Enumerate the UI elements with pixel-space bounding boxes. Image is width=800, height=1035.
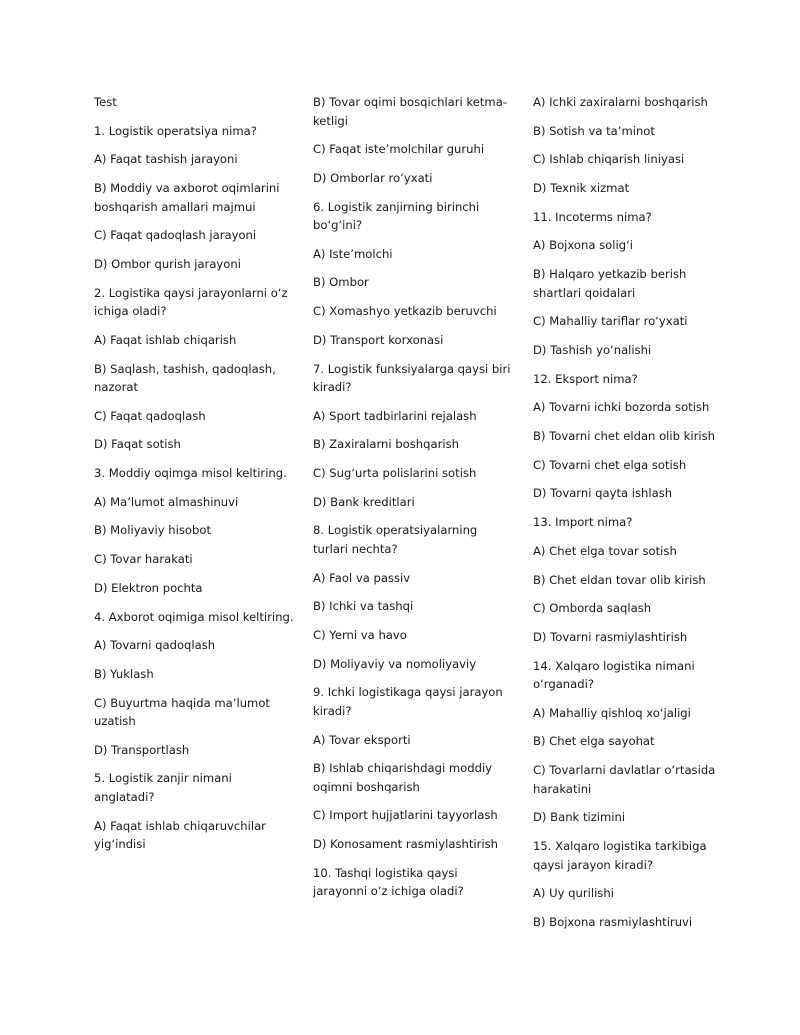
answer-option: D) Elektron pochta xyxy=(94,580,203,595)
document-title: Test xyxy=(94,95,117,109)
answer-option: A) Faqat tashish jarayoni xyxy=(94,152,238,167)
text-column-1 xyxy=(94,93,294,864)
answer-option: B) Ishlab chiqarishdagi moddiy oqimni boshqarish xyxy=(313,761,493,794)
answer-option: A) Bojxona solig‘i xyxy=(533,238,633,253)
answer-option: C) Sug‘urta polislarini sotish xyxy=(313,466,477,481)
question-text: 2. Logistika qaysi jarayonlarni o‘z ichiga oladi? xyxy=(94,285,288,319)
answer-option: D) Texnik xizmat xyxy=(533,181,630,196)
answer-option: A) Faol va passiv xyxy=(313,570,411,585)
answer-option: C) Tovarni chet elga sotish xyxy=(533,457,687,472)
answer-option: C) Buyurtma haqida ma’lumot uzatish xyxy=(94,695,270,729)
answer-option: B) Saqlash, tashish, qadoqlash, nazorat xyxy=(94,361,276,394)
question-text: 5. Logistik zanjir nimani anglatadi? xyxy=(94,771,232,804)
question-text: 7. Logistik funksiyalarga qaysi biri kiradi? xyxy=(313,361,511,394)
question-text: 9. Ichki logistikaga qaysi jarayon kiradi? xyxy=(313,685,503,718)
answer-option: A) Faqat ishlab chiqarish xyxy=(94,332,237,347)
answer-option: D) Transportlash xyxy=(94,742,190,757)
question-text: 10. Tashqi logistika qaysi jarayonni o‘z ichiga oladi? xyxy=(313,865,464,899)
question-text: 12. Eksport nima? xyxy=(533,371,638,386)
answer-option: B) Tovar oqimi bosqichlari ketma-ketligi xyxy=(313,95,508,128)
answer-option: B) Moddiy va axborot oqimlarini boshqarish amallari majmui xyxy=(94,181,280,214)
answer-option: B) Chet eldan tovar olib kirish xyxy=(533,572,706,587)
answer-option: A) Faqat ishlab chiqaruvchilar yig‘indisi xyxy=(94,818,266,852)
answer-option: D) Tashish yo‘nalishi xyxy=(533,343,652,357)
text-column-3 xyxy=(533,93,738,942)
answer-option: D) Faqat sotish xyxy=(94,437,181,452)
answer-option: C) Xomashyo yetkazib beruvchi xyxy=(313,304,497,319)
question-text: 6. Logistik zanjirning birinchi bo‘g‘ini? xyxy=(313,199,480,233)
answer-option: C) Mahalliy tariflar ro‘yxati xyxy=(533,314,688,329)
answer-option: C) Import hujjatlarini tayyorlash xyxy=(313,808,498,823)
answer-option: D) Bank kreditlari xyxy=(313,494,415,509)
answer-option: A) Tovarni qadoqlash xyxy=(94,638,216,653)
answer-option: A) Tovarni ichki bozorda sotish xyxy=(533,400,710,415)
answer-option: A) Tovar eksporti xyxy=(313,732,411,747)
question-text: 8. Logistik operatsiyalarning turlari nechta? xyxy=(313,523,478,556)
answer-option: C) Tovarlarni davlatlar o‘rtasida harakatini xyxy=(533,763,716,796)
answer-option: B) Chet elga sayohat xyxy=(533,734,655,749)
answer-option: D) Ombor qurish jarayoni xyxy=(94,256,241,271)
question-text: 13. Import nima? xyxy=(533,515,633,530)
answer-option: B) Tovarni chet eldan olib kirish xyxy=(533,429,715,444)
answer-option: B) Moliyaviy hisobot xyxy=(94,523,211,538)
answer-option: C) Faqat qadoqlash xyxy=(94,408,206,423)
answer-option: C) Yerni va havo xyxy=(313,628,407,642)
answer-option: B) Bojxona rasmiylashtiruvi xyxy=(533,914,693,929)
answer-option: D) Konosament rasmiylashtirish xyxy=(313,837,498,852)
answer-option: D) Tovarni rasmiylashtirish xyxy=(533,629,688,644)
question-text: 14. Xalqaro logistika nimani o‘rganadi? xyxy=(533,658,695,692)
answer-option: A) Ma’lumot almashinuvi xyxy=(94,494,239,509)
answer-option: B) Yuklash xyxy=(94,666,154,681)
answer-option: D) Tovarni qayta ishlash xyxy=(533,486,673,501)
answer-option: A) Sport tadbirlarini rejalash xyxy=(313,408,477,423)
answer-option: D) Transport korxonasi xyxy=(313,332,444,347)
answer-option: B) Halqaro yetkazib berish shartlari qoidalari xyxy=(533,267,687,300)
answer-option: C) Faqat iste’molchilar guruhi xyxy=(313,142,485,157)
answer-option: A) Chet elga tovar sotish xyxy=(533,543,677,558)
answer-option: A) Ichki zaxiralarni boshqarish xyxy=(533,95,708,109)
answer-option: C) Omborda saqlash xyxy=(533,601,652,616)
answer-option: A) Mahalliy qishloq xo‘jaligi xyxy=(533,705,691,720)
answer-option: B) Ichki va tashqi xyxy=(313,599,414,614)
question-text: 3. Moddiy oqimga misol keltiring. xyxy=(94,466,287,481)
question-text: 1. Logistik operatsiya nima? xyxy=(94,123,257,138)
answer-option: C) Tovar harakati xyxy=(94,552,193,567)
question-text: 4. Axborot oqimiga misol keltiring. xyxy=(94,609,294,624)
answer-option: B) Ombor xyxy=(313,275,369,290)
text-column-2 xyxy=(313,93,513,911)
answer-option: B) Sotish va ta’minot xyxy=(533,123,655,138)
answer-option: D) Moliyaviy va nomoliyaviy xyxy=(313,656,477,671)
answer-option: D) Omborlar ro‘yxati xyxy=(313,170,433,185)
answer-option: B) Zaxiralarni boshqarish xyxy=(313,437,459,452)
question-text: 11. Incoterms nima? xyxy=(533,209,652,224)
answer-option: C) Ishlab chiqarish liniyasi xyxy=(533,152,685,167)
answer-option: A) Uy qurilishi xyxy=(533,886,614,901)
answer-option: D) Bank tizimini xyxy=(533,810,626,825)
answer-option: A) Iste’molchi xyxy=(313,246,393,261)
answer-option: C) Faqat qadoqlash jarayoni xyxy=(94,228,257,243)
question-text: 15. Xalqaro logistika tarkibiga qaysi jarayon kiradi? xyxy=(533,839,707,872)
